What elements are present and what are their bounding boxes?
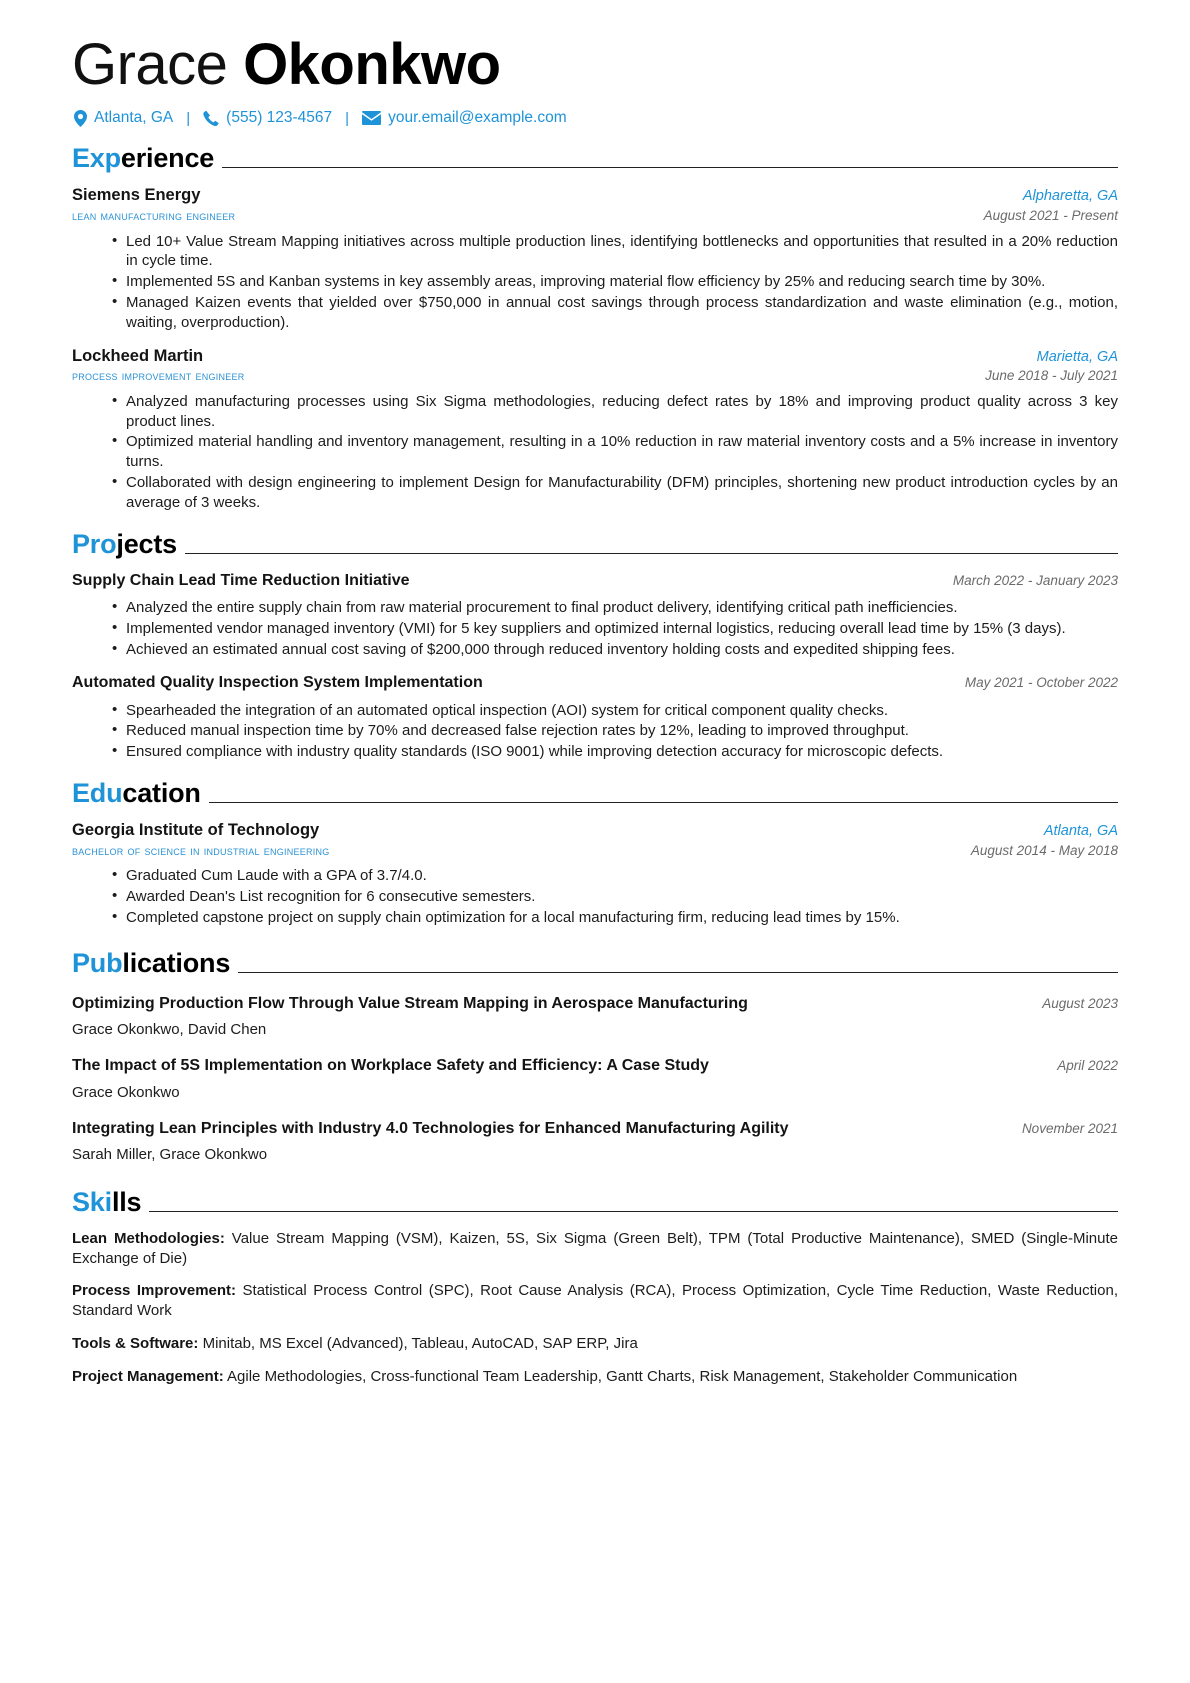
skill-category: Lean Methodologies: — [72, 1229, 225, 1247]
first-name: Grace — [72, 32, 244, 97]
skill-items: Value Stream Mapping (VSM), Kaizen, 5S, Six Sigma (Green Belt), TPM (Total Productive Maintenance), SMED (Single-Minute Exchange of Die) — [72, 1229, 1119, 1267]
entry-date: May 2021 - October 2022 — [964, 674, 1118, 690]
section-title-rest: lications — [122, 947, 231, 978]
bullet-item: • Awarded Dean's List recognition for 6 consecutive semesters. — [112, 887, 1118, 907]
entry-header — [72, 185, 1118, 206]
section-skills — [72, 1186, 1119, 1387]
skill-row — [72, 1229, 1118, 1269]
skill-items: Agile Methodologies, Cross-functional Team Leadership, Gantt Charts, Risk Management, Stakeholder Communication — [223, 1367, 1018, 1385]
entry-header — [72, 1055, 1118, 1076]
publication-title: Integrating Lean Principles with Industry 4.0 Technologies for Enhanced Manufacturing Agility — [72, 1120, 789, 1138]
bullet-item: • Implemented vendor managed inventory (VMI) for 5 key suppliers and optimized internal logistics, reducing overall lead time by 15% (3 days). — [112, 619, 1118, 639]
section-title-highlight: Edu — [72, 777, 123, 808]
envelope-icon — [362, 111, 381, 125]
degree-title: bachelor of science in industrial engineering — [72, 842, 330, 858]
organization-name: Siemens Energy — [72, 186, 201, 205]
section-title-projects — [72, 528, 177, 559]
skill-category: Process Improvement: — [72, 1282, 237, 1300]
skill-row — [72, 1334, 1118, 1354]
page-title — [72, 34, 1118, 95]
experience-entry — [72, 346, 1118, 513]
entry-location: Marietta, GA — [1036, 348, 1118, 365]
publication-entry — [72, 993, 1118, 1040]
section-header-skills — [72, 1186, 1118, 1217]
bullet-item: • Implemented 5S and Kanban systems in key assembly areas, improving material flow efficiency by 25% and reducing search time by 30%. — [112, 272, 1118, 292]
section-title-highlight: Pro — [72, 528, 117, 559]
bullet-item: • Spearheaded the integration of an automated optical inspection (AOI) system for critical component quality checks. — [112, 701, 1118, 721]
section-experience — [72, 145, 1118, 512]
contact-email-text[interactable]: your.email@example.com — [388, 109, 567, 127]
entry-date: August 2014 - May 2018 — [970, 842, 1118, 858]
section-title-experience — [72, 145, 214, 172]
entry-subheader — [72, 207, 1118, 225]
contact-email — [362, 109, 567, 127]
entry-location: Alpharetta, GA — [1022, 188, 1118, 205]
map-pin-icon — [74, 110, 87, 127]
entry-header — [72, 993, 1118, 1014]
entry-location: Atlanta, GA — [1043, 822, 1118, 839]
publication-date: April 2022 — [1057, 1058, 1118, 1074]
skill-category: Project Management: — [72, 1367, 224, 1385]
bullet-item: • Completed capstone project on supply chain optimization for a local manufacturing firm, reducing lead times by 15%. — [112, 908, 1118, 928]
entry-header — [72, 346, 1118, 367]
entry-subheader — [72, 367, 1118, 385]
bullet-item: • Optimized material handling and inventory management, resulting in a 10% reduction in raw material inventory costs and a 5% increase in inventory turns. — [112, 432, 1118, 472]
entry-subheader — [72, 842, 1118, 860]
publication-date: August 2023 — [1042, 995, 1118, 1011]
section-title-highlight: Ski — [72, 1186, 112, 1217]
section-divider — [209, 802, 1118, 803]
section-title-publications — [72, 947, 231, 978]
publication-date: November 2021 — [1021, 1121, 1118, 1137]
section-header-education — [72, 777, 1118, 808]
project-title: Automated Quality Inspection System Implementation — [72, 673, 483, 691]
publication-entry — [72, 1055, 1118, 1102]
section-divider — [222, 167, 1118, 168]
section-title-rest: cation — [122, 777, 201, 808]
section-divider — [238, 972, 1118, 973]
bullet-list — [72, 232, 1118, 333]
bullet-list — [72, 866, 1118, 927]
skill-items: Statistical Process Control (SPC), Root Cause Analysis (RCA), Process Optimization, Cycle Time Reduction, Waste Reduction, Standard Work — [72, 1282, 1118, 1320]
skill-row — [72, 1281, 1118, 1321]
section-publications — [72, 947, 1118, 1165]
skill-category: Tools & Software: — [72, 1335, 199, 1352]
entry-date: August 2021 - Present — [983, 208, 1118, 224]
contact-location — [74, 109, 173, 127]
project-entry — [72, 571, 1118, 660]
bullet-item: • Analyzed the entire supply chain from raw material procurement to final product delivery, identifying critical path inefficiencies. — [112, 598, 1118, 618]
bullet-list — [72, 392, 1118, 513]
bullet-list — [72, 701, 1118, 762]
school-name: Georgia Institute of Technology — [72, 820, 320, 839]
publication-authors: Sarah Miller, Grace Okonkwo — [72, 1146, 268, 1164]
entry-date: March 2022 - January 2023 — [952, 572, 1118, 588]
phone-icon — [203, 110, 219, 126]
section-title-skills — [72, 1186, 142, 1217]
section-divider — [149, 1211, 1118, 1212]
section-header-experience — [72, 145, 1118, 172]
section-education — [72, 777, 1118, 928]
resume-header — [72, 34, 1118, 127]
entry-date: June 2018 - July 2021 — [985, 368, 1118, 384]
contact-phone-text[interactable]: (555) 123-4567 — [226, 109, 333, 127]
bullet-item: • Collaborated with design engineering to implement Design for Manufacturability (DFM) principles, shortening new product introduction cycles by an average of 3 weeks. — [112, 473, 1118, 513]
bullet-item: • Led 10+ Value Stream Mapping initiatives across multiple production lines, identifying bottlenecks and opportunities that resulted in a 20% reduction in cycle time. — [112, 232, 1118, 272]
job-title: process improvement engineer — [72, 368, 245, 384]
contact-separator-1: | — [186, 109, 191, 127]
skill-row — [72, 1367, 1118, 1387]
organization-name: Lockheed Martin — [72, 346, 204, 365]
section-title-highlight: Exp — [72, 143, 121, 174]
skill-items: Minitab, MS Excel (Advanced), Tableau, AutoCAD, SAP ERP, Jira — [198, 1335, 638, 1352]
bullet-item: • Analyzed manufacturing processes using Six Sigma methodologies, reducing defect rates by 18% and improving product quality across 3 key product lines. — [112, 392, 1118, 432]
entry-header — [72, 571, 1118, 592]
project-entry — [72, 673, 1118, 762]
section-title-rest: jects — [116, 528, 177, 559]
contact-location-text: Atlanta, GA — [94, 109, 174, 127]
bullet-item: • Graduated Cum Laude with a GPA of 3.7/4.0. — [112, 866, 1118, 886]
section-projects — [72, 528, 1118, 762]
bullet-item: • Managed Kaizen events that yielded over $750,000 in annual cost savings through process standardization and waste elimination (e.g., motion, waiting, overproduction). — [112, 293, 1118, 333]
job-title: lean manufacturing engineer — [72, 208, 236, 224]
project-title: Supply Chain Lead Time Reduction Initiative — [72, 571, 410, 589]
experience-entry — [72, 185, 1118, 332]
entry-header — [72, 673, 1118, 694]
contact-separator-2: | — [345, 109, 350, 127]
bullet-list — [72, 598, 1118, 659]
education-entry — [72, 820, 1118, 928]
entry-header — [72, 820, 1118, 841]
publication-authors: Grace Okonkwo — [72, 1083, 180, 1101]
section-header-publications — [72, 947, 1118, 978]
publication-authors: Grace Okonkwo, David Chen — [72, 1020, 267, 1038]
entry-header — [72, 1118, 1118, 1139]
bullet-item: • Achieved an estimated annual cost saving of $200,000 through reduced inventory holding costs and expedited shipping fees. — [112, 640, 1118, 660]
section-divider — [185, 553, 1118, 554]
bullet-item: • Ensured compliance with industry quality standards (ISO 9001) while improving detection accuracy for microscopic defects. — [112, 742, 1118, 762]
section-title-rest: erience — [120, 143, 215, 174]
publication-title: Optimizing Production Flow Through Value Stream Mapping in Aerospace Manufacturing — [72, 994, 748, 1012]
bullet-item: • Reduced manual inspection time by 70% and decreased false rejection rates by 12%, leading to improved throughput. — [112, 721, 1118, 741]
publication-title: The Impact of 5S Implementation on Workplace Safety and Efficiency: A Case Study — [72, 1057, 709, 1075]
publication-entry — [72, 1118, 1118, 1165]
last-name: Okonkwo — [243, 32, 501, 97]
section-title-highlight: Pub — [72, 947, 123, 978]
contact-phone — [203, 109, 332, 127]
section-title-rest: lls — [111, 1186, 142, 1217]
section-title-education — [72, 777, 201, 808]
section-header-projects — [72, 528, 1118, 559]
contact-bar — [74, 109, 1118, 127]
